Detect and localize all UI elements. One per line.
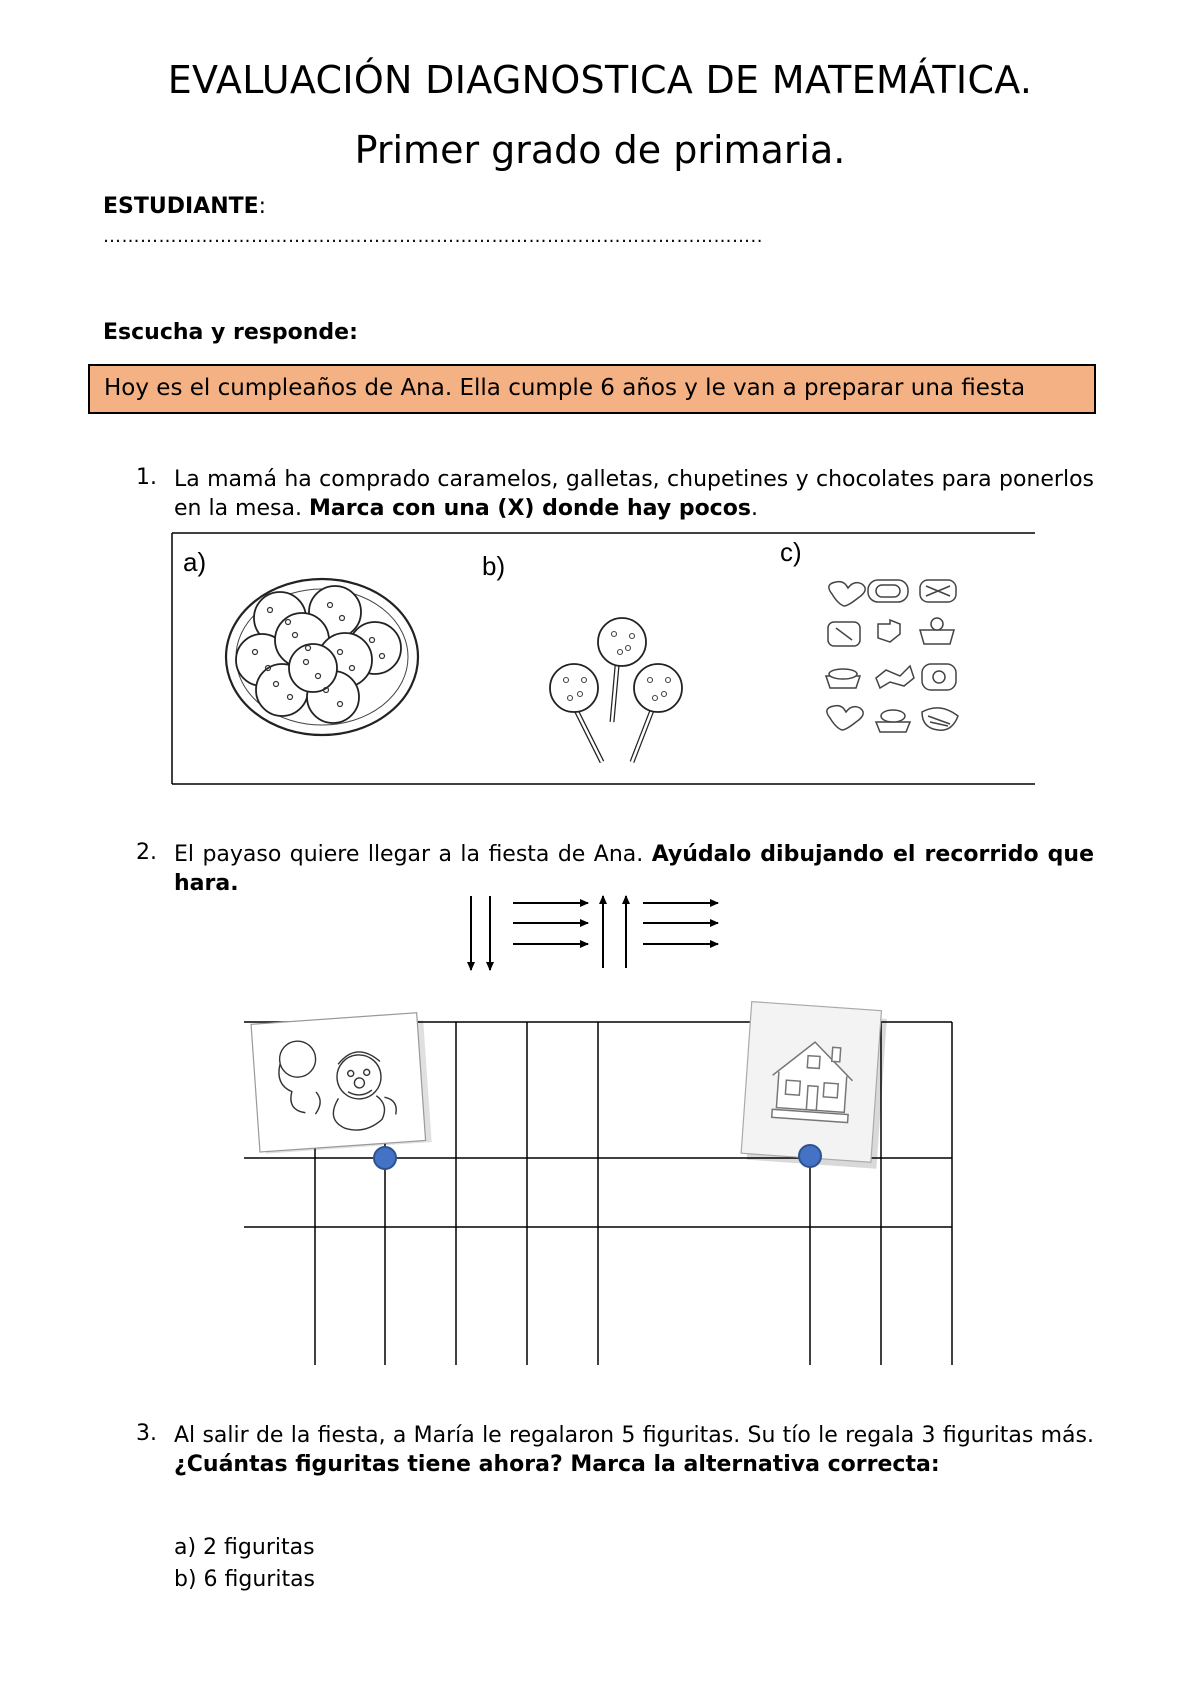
q1-end: .	[750, 496, 758, 521]
student-name-field[interactable]: ……………………………………………………………………………………………..	[103, 226, 763, 247]
q1-option-a[interactable]: a)	[183, 547, 207, 577]
q1-instruction: Marca con una (X) donde hay pocos	[308, 496, 751, 521]
start-point-marker[interactable]	[374, 1147, 396, 1169]
q3-answer-b[interactable]: b) 6 figuritas	[174, 1567, 316, 1592]
q3-body: Al salir de la fiesta, a María le regalaron 5 figuritas. Su tío le regala 3 figuritas más.	[174, 1423, 1094, 1448]
clown-card	[251, 1012, 432, 1154]
q2-number: 2.	[136, 840, 157, 865]
page-subtitle: Primer grado de primaria.	[354, 128, 846, 172]
q1-option-b[interactable]: b)	[482, 551, 506, 581]
q3-text	[174, 1421, 1094, 1479]
q2-instruction: Ayúdalo dibujando el recorrido que hara.	[174, 842, 1095, 896]
q1-number: 1.	[136, 465, 157, 490]
student-label-colon: :	[258, 194, 267, 219]
student-label-text: ESTUDIANTE	[103, 194, 259, 219]
direction-arrows-legend	[471, 896, 718, 970]
house-card	[741, 1002, 888, 1169]
page-title: EVALUACIÓN DIAGNOSTICA DE MATEMÁTICA.	[167, 58, 1033, 102]
q3-number: 3.	[136, 1421, 157, 1446]
end-point-marker[interactable]	[799, 1145, 821, 1167]
q1-body: La mamá ha comprado caramelos, galletas, chupetines y chocolates para ponerlos en la mesa.	[174, 467, 1094, 521]
story-box: Hoy es el cumpleaños de Ana. Ella cumple 6 años y le van a preparar una fiesta	[88, 364, 1096, 414]
q3-instruction: ¿Cuántas figuritas tiene ahora? Marca la alternativa correcta:	[174, 1452, 940, 1477]
q3-answer-a[interactable]: a) 2 figuritas	[174, 1535, 315, 1560]
q2-body: El payaso quiere llegar a la fiesta de Ana.	[174, 842, 652, 867]
section-title: Escucha y responde:	[103, 320, 358, 345]
q1-option-c[interactable]: c)	[780, 537, 802, 567]
